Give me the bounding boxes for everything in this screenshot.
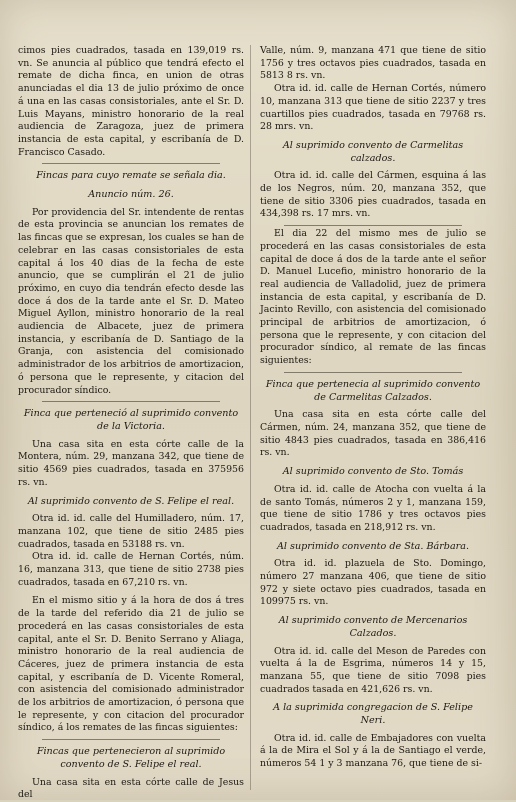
paragraph: Una casa sita en esta córte calle de Jesus del: [18, 776, 244, 801]
paragraph: Otra id. id. calle del Cármen, esquina á las de los Negros, núm. 20, manzana 352, que tiene de sitio 3306 pies cuadrados, tasada en 434,398 rs. 17 mrs. vn.: [260, 170, 486, 220]
paragraph: Otra id. id. calle del Meson de Paredes con vuelta á la de Esgrima, números 14 y 15, manzana 55, que tiene de sitio 7098 pies cuadrados tasada en 421,626 rs. vn.: [260, 645, 486, 695]
paragraph: Otra id. id. calle de Atocha con vuelta á la de santo Tomás, números 2 y 1, manzana 159, que tiene de sitio 1786 y tres octavos pies cuadrados, tasada en 218,912 rs. vn.: [260, 483, 486, 533]
paragraph: Otra id. id. calle de Hernan Cortés, núm. 16, manzana 313, que tiene de sitio 2738 pies cuadrados, tasada en 67,210 rs. vn.: [18, 551, 244, 588]
section-rule: [42, 401, 220, 402]
section-heading: Fincas para cuyo remate se señala dia.: [36, 170, 226, 182]
column-divider: [250, 45, 251, 790]
section-heading: Finca que perteneció al suprimido convento de la Victoria.: [23, 408, 239, 432]
section-heading: Al suprimido convento de Sta. Bárbara.: [276, 540, 470, 552]
section-heading: Al suprimido convento de Mercenarios Calzados.: [278, 615, 468, 639]
section-heading: A la suprimida congregacion de S. Felipe Neri.: [273, 702, 473, 727]
section-heading: Fincas que pertenecieron al suprimido convento de S. Felipe el real.: [36, 746, 226, 770]
paragraph: cimos pies cuadrados, tasada en 139,019 rs. vn. Se anuncia al público que tendrá efecto el remate de dicha finca, en union de otras anunciadas el dia 13 de julio próximo de once á una en las casas consistoriales, ante el Sr. D. Luis Mayans, ministro honorario de la real audiencia de Zaragoza, juez de primera instancia de esta capital, y escribanía de D. Francisco Casado.: [18, 45, 244, 158]
paragraph: Por providencia del Sr. intendente de rentas de esta provincia se anuncian los remates de las fincas que se expresan, los cuales se han de celebrar en las casas consistoriales de esta capital á los 40 dias de la fecha de este anuncio, que se cumplirán el 21 de julio próximo, en cuyo dia tendrán efecto desde las doce á dos de la tarde ante el Sr. D. Mateo Miguel Ayllon, ministro honorario de la real audiencia de Albacete, juez de primera instancia, y escribanía de D. Santiago de la Granja, con asistencia del comisionado administrador de los arbitrios de amortizacion, ó persona que le represente, y citacion del procurador síndico.: [18, 206, 244, 396]
paragraph: Valle, núm. 9, manzana 471 que tiene de sitio 1756 y tres octavos pies cuadrados, tasada en 5813 8 rs. vn.: [260, 45, 486, 82]
section-heading: Al suprimido convento de Carmelitas calzados.: [282, 139, 464, 164]
right-column: [260, 45, 486, 771]
section-heading: Finca que pertenecia al suprimido convento de Carmelitas Calzados.: [265, 378, 481, 403]
section-heading: Al suprimido convento de Sto. Tomás: [282, 466, 464, 478]
section-heading: Al suprimido convento de S. Felipe el real.: [27, 495, 235, 507]
paragraph: Otra id. id. calle del Humilladero, núm. 17, manzana 102, que tiene de sitio 2485 pies cuadrados, tasada en 53188 rs. vn.: [18, 513, 244, 550]
paragraph: Otra id. id. calle de Hernan Cortés, número 10, manzana 313 que tiene de sitio 2237 y tres cuartillos pies cuadrados, tasada en 79768 rs. 28 mrs. vn.: [260, 83, 486, 133]
section-rule: [42, 163, 220, 164]
paragraph: El dia 22 del mismo mes de julio se procederá en las casas consistoriales de esta capital de doce á dos de la tarde ante el señor D. Manuel Lucefio, ministro honorario de la real audiencia de Valladolid, juez de primera instancia de esta capital, y escribanía de D. Jacinto Revillo, con asistencia del comisionado principal de arbitrios de amortizacion, ó persona que le represente, y con citacion del procurador síndico, al remate de las fincas siguientes:: [260, 228, 486, 367]
paragraph: Otra id. id. plazuela de Sto. Domingo, número 27 manzana 406, que tiene de sitio 972 y siete octavo pies cuadrados, tasada en 109975 rs. vn.: [260, 558, 486, 608]
left-column: [18, 45, 244, 802]
section-rule: [284, 225, 462, 226]
section-heading: Anuncio núm. 26.: [88, 189, 174, 201]
paragraph: Otra id. id. calle de Embajadores con vuelta á la de Mira el Sol y á la de Santiago el verde, números 54 1 y 3 manzana 76, que tiene de si-: [260, 732, 486, 770]
section-rule: [42, 739, 220, 740]
paragraph: En el mismo sitio y á la hora de dos á tres de la tarde del referido dia 21 de julio se procederá en las casas consistoriales de esta capital, ante el Sr. D. Benito Serrano y Aliaga, ministro honorario de la real audiencia de Cáceres, juez de primera instancia de esta capital, y escribanía de D. Vicente Romeral, con asistencia del comisionado administrador de los arbitrios de amortizacion, ó persona que le represente, y con citacion del procurador síndico, á los remates de las fincas siguientes:: [18, 595, 244, 734]
paragraph: Una casa sita en esta córte calle del Cármen, núm. 24, manzana 352, que tiene de sitio 4843 pies cuadrados, tasada en 386,416 rs. vn.: [260, 409, 486, 459]
paragraph: Una casa sita en esta córte calle de la Montera, núm. 29, manzana 342, que tiene de sitio 4569 pies cuadrados, tasada en 375956 rs. vn.: [18, 438, 244, 488]
section-rule: [284, 372, 462, 373]
